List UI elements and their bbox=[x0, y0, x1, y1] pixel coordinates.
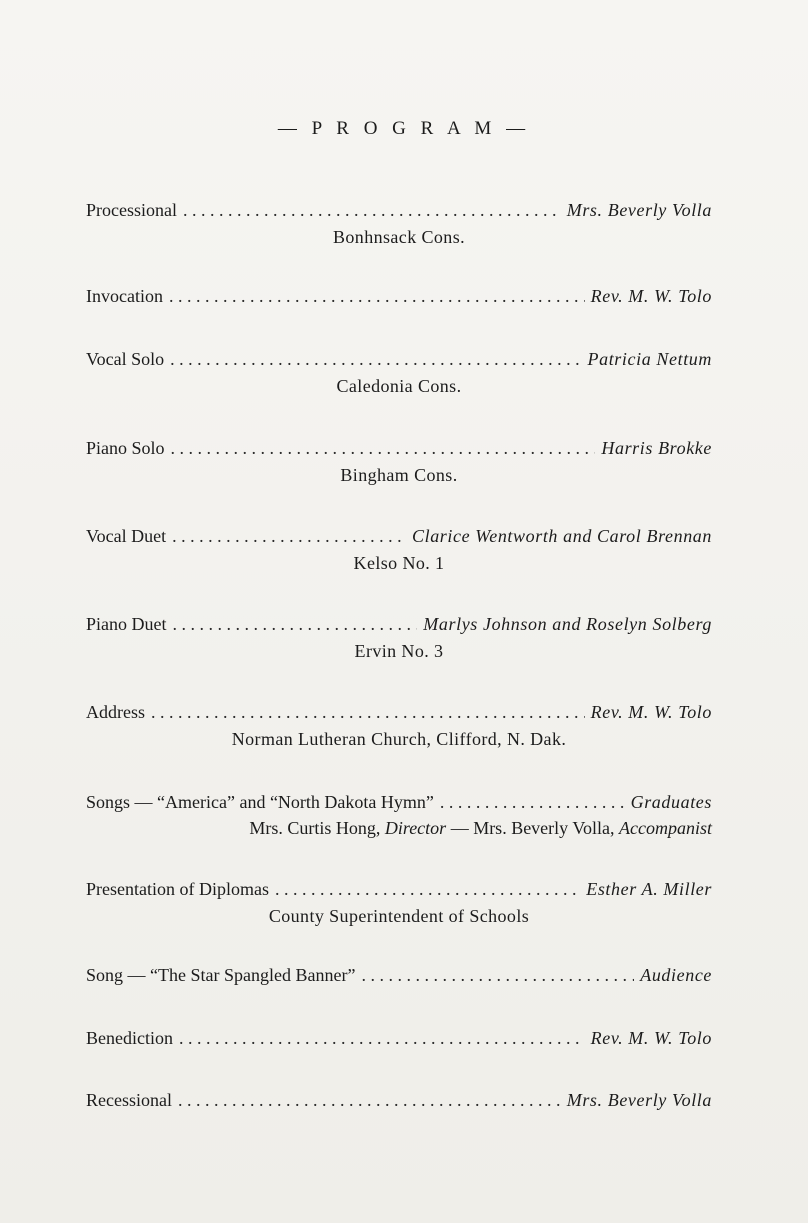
program-item-benediction bbox=[86, 1026, 712, 1050]
program-item-address bbox=[86, 700, 712, 751]
item-performer: Clarice Wentworth and Carol Brennan bbox=[412, 526, 712, 546]
item-note: County Superintendent of Schools bbox=[268, 906, 530, 926]
dot-leader bbox=[179, 1026, 585, 1050]
dot-leader bbox=[172, 524, 406, 548]
item-note: Norman Lutheran Church, Clifford, N. Dak. bbox=[231, 729, 567, 749]
program-item-recessional bbox=[86, 1088, 712, 1112]
item-performer: Rev. M. W. Tolo bbox=[590, 286, 712, 306]
item-performer: Marlys Johnson and Roselyn Solberg bbox=[423, 614, 712, 634]
dot-leader bbox=[170, 347, 581, 371]
director-name: Mrs. Curtis Hong, bbox=[249, 818, 381, 838]
item-performer: Rev. M. W. Tolo bbox=[590, 702, 712, 722]
item-performer: Harris Brokke bbox=[601, 438, 712, 458]
program-item-songs bbox=[86, 790, 712, 840]
dot-leader bbox=[275, 877, 580, 901]
accompanist-role: Accompanist bbox=[619, 818, 712, 838]
dot-leader bbox=[169, 284, 585, 308]
item-note: Bonhnsack Cons. bbox=[333, 227, 465, 247]
program-item-piano-duet bbox=[86, 612, 712, 663]
item-label: Address bbox=[86, 702, 145, 722]
director-role: Director bbox=[384, 818, 447, 838]
item-performer: Mrs. Beverly Volla bbox=[566, 1090, 712, 1110]
item-note: Ervin No. 3 bbox=[354, 641, 444, 661]
dot-leader bbox=[171, 436, 596, 460]
dot-leader bbox=[173, 612, 418, 636]
dot-leader bbox=[151, 700, 585, 724]
program-item-processional bbox=[86, 198, 712, 249]
program-item-vocal-solo bbox=[86, 347, 712, 398]
item-credits bbox=[86, 816, 712, 840]
dot-leader bbox=[178, 1088, 561, 1112]
item-label: Piano Duet bbox=[86, 614, 167, 634]
item-label: Songs — “America” and “North Dakota Hymn” bbox=[86, 792, 434, 812]
item-performer: Graduates bbox=[630, 792, 712, 812]
accompanist-name: Mrs. Beverly Volla, bbox=[473, 818, 615, 838]
program-item-piano-solo bbox=[86, 436, 712, 487]
item-label: Vocal Duet bbox=[86, 526, 167, 546]
item-note: Kelso No. 1 bbox=[353, 553, 445, 573]
item-label: Benediction bbox=[86, 1028, 173, 1048]
item-performer: Rev. M. W. Tolo bbox=[590, 1028, 712, 1048]
credits-separator: — bbox=[450, 818, 469, 838]
item-label: Presentation of Diplomas bbox=[86, 879, 269, 899]
item-label: Vocal Solo bbox=[86, 349, 165, 369]
program-item-vocal-duet bbox=[86, 524, 712, 575]
dot-leader bbox=[361, 963, 634, 987]
item-performer: Audience bbox=[640, 965, 712, 985]
program-item-anthem bbox=[86, 963, 712, 987]
dot-leader bbox=[183, 198, 561, 222]
dot-leader bbox=[440, 790, 625, 814]
item-performer: Mrs. Beverly Volla bbox=[566, 200, 712, 220]
item-performer: Esther A. Miller bbox=[586, 879, 712, 899]
item-note: Caledonia Cons. bbox=[336, 376, 462, 396]
item-label: Processional bbox=[86, 200, 177, 220]
item-label: Recessional bbox=[86, 1090, 172, 1110]
item-label: Piano Solo bbox=[86, 438, 165, 458]
program-title: — P R O G R A M — bbox=[277, 118, 531, 139]
program-item-invocation bbox=[86, 284, 712, 308]
item-performer: Patricia Nettum bbox=[587, 349, 712, 369]
item-note: Bingham Cons. bbox=[340, 465, 458, 485]
item-label: Invocation bbox=[86, 286, 163, 306]
program-item-diplomas bbox=[86, 877, 712, 928]
item-label: Song — “The Star Spangled Banner” bbox=[86, 965, 356, 985]
